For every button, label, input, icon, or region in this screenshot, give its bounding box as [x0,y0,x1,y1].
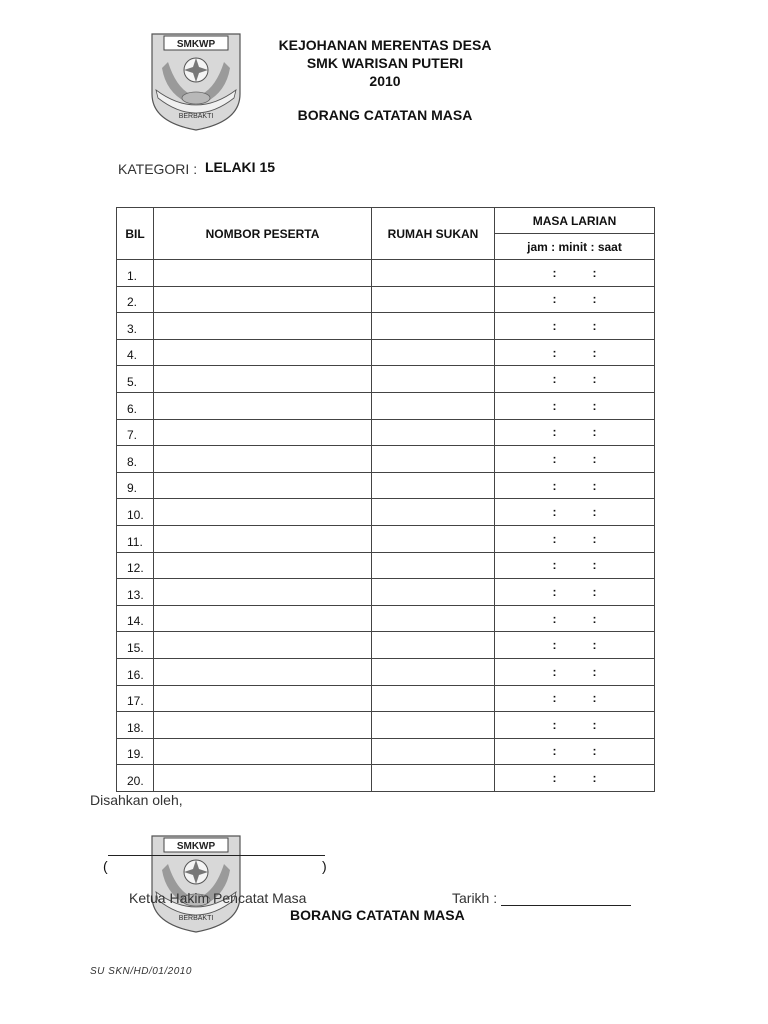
year: 2010 [369,73,401,89]
table-row [117,499,655,526]
time-separator: : [552,478,557,493]
table-row [117,286,655,313]
masa-larian-cell[interactable] [495,446,655,473]
nombor-peserta-cell[interactable] [154,632,372,659]
document-code: SU SKN/HD/01/2010 [90,966,192,977]
row-number: 14. [117,605,154,632]
table-row [117,765,655,792]
time-separator: : [592,717,597,732]
row-number: 18. [117,712,154,739]
table-row [117,685,655,712]
rumah-sukan-cell[interactable] [372,419,495,446]
time-separator: : [592,398,597,413]
row-number: 4. [117,339,154,366]
rumah-sukan-cell[interactable] [372,339,495,366]
nombor-peserta-cell[interactable] [154,765,372,792]
table-row [117,658,655,685]
time-separator: : [552,265,557,280]
time-separator: : [552,292,557,307]
masa-larian-cell[interactable] [495,286,655,313]
time-separator: : [552,451,557,466]
time-separator: : [592,531,597,546]
masa-larian-cell[interactable] [495,632,655,659]
school-crest-logo-bottom [146,834,246,934]
nombor-peserta-cell[interactable] [154,552,372,579]
masa-larian-cell[interactable] [495,765,655,792]
masa-larian-cell[interactable] [495,525,655,552]
col-bil-header: BIL [117,208,154,260]
row-number: 10. [117,499,154,526]
time-separator: : [592,505,597,520]
time-separator: : [592,744,597,759]
masa-larian-cell[interactable] [495,472,655,499]
time-separator: : [552,398,557,413]
time-separator: : [552,425,557,440]
row-number: 19. [117,738,154,765]
time-separator: : [552,717,557,732]
table-row [117,313,655,340]
masa-larian-cell[interactable] [495,712,655,739]
kategori-value: LELAKI 15 [205,159,276,175]
time-separator: : [552,558,557,573]
time-separator: : [592,292,597,307]
time-separator: : [592,638,597,653]
row-number: 11. [117,525,154,552]
masa-larian-cell[interactable] [495,366,655,393]
time-separator: : [592,771,597,786]
row-number: 3. [117,313,154,340]
nombor-peserta-cell[interactable] [154,605,372,632]
time-separator: : [592,558,597,573]
tarikh-label: Tarikh : [452,890,498,906]
nombor-peserta-cell[interactable] [154,366,372,393]
signature-line [108,855,325,856]
masa-larian-cell[interactable] [495,419,655,446]
row-number: 8. [117,446,154,473]
nombor-peserta-cell[interactable] [154,738,372,765]
nombor-peserta-cell[interactable] [154,712,372,739]
col-masa-subheader: jam : minit : saat [495,234,655,260]
time-separator: : [592,478,597,493]
nombor-peserta-cell[interactable] [154,419,372,446]
table-row [117,472,655,499]
time-separator: : [552,584,557,599]
ketua-hakim-label: Ketua Hakim Pencatat Masa [129,890,307,906]
table-row [117,392,655,419]
row-number: 9. [117,472,154,499]
time-separator: : [592,425,597,440]
nombor-peserta-cell[interactable] [154,525,372,552]
time-separator: : [592,664,597,679]
nombor-peserta-cell[interactable] [154,313,372,340]
nombor-peserta-cell[interactable] [154,579,372,606]
time-separator: : [552,611,557,626]
time-separator: : [592,318,597,333]
table-row [117,419,655,446]
nombor-peserta-cell[interactable] [154,499,372,526]
time-separator: : [552,744,557,759]
row-number: 17. [117,685,154,712]
nombor-peserta-cell[interactable] [154,446,372,473]
rumah-sukan-cell[interactable] [372,499,495,526]
row-number: 15. [117,632,154,659]
rumah-sukan-cell[interactable] [372,446,495,473]
table-row [117,552,655,579]
time-separator: : [592,611,597,626]
svg-text:SMKWP: SMKWP [176,841,216,852]
col-nombor-header: NOMBOR PESERTA [154,208,372,260]
rumah-sukan-cell[interactable] [372,525,495,552]
table-row [117,260,655,287]
nombor-peserta-cell[interactable] [154,685,372,712]
time-separator: : [592,584,597,599]
time-separator: : [592,345,597,360]
rumah-sukan-cell[interactable] [372,392,495,419]
time-separator: : [592,372,597,387]
rumah-sukan-cell[interactable] [372,765,495,792]
rumah-sukan-cell[interactable] [372,313,495,340]
table-row [117,632,655,659]
signature-paren-open: ( [103,858,108,874]
nombor-peserta-cell[interactable] [154,472,372,499]
time-separator: : [552,638,557,653]
time-separator: : [552,505,557,520]
row-number: 1. [117,260,154,287]
masa-larian-cell[interactable] [495,685,655,712]
rumah-sukan-cell[interactable] [372,658,495,685]
nombor-peserta-cell[interactable] [154,658,372,685]
row-number: 20. [117,765,154,792]
masa-larian-cell[interactable] [495,499,655,526]
rumah-sukan-cell[interactable] [372,472,495,499]
table-row [117,738,655,765]
masa-larian-cell[interactable] [495,605,655,632]
row-number: 6. [117,392,154,419]
time-separator: : [592,451,597,466]
masa-larian-cell[interactable] [495,658,655,685]
logo-text: SMKWP [176,39,216,50]
time-separator: : [552,345,557,360]
masa-larian-cell[interactable] [495,579,655,606]
table-row [117,366,655,393]
col-masa-header: MASA LARIAN [495,208,655,234]
table-row [117,712,655,739]
time-separator: : [592,265,597,280]
rumah-sukan-cell[interactable] [372,366,495,393]
row-number: 2. [117,286,154,313]
table-row [117,446,655,473]
time-record-table [116,207,655,792]
row-number: 13. [117,579,154,606]
time-separator: : [552,372,557,387]
rumah-sukan-cell[interactable] [372,738,495,765]
rumah-sukan-cell[interactable] [372,552,495,579]
footer-form-title: BORANG CATATAN MASA [290,907,465,923]
nombor-peserta-cell[interactable] [154,392,372,419]
event-title: KEJOHANAN MERENTAS DESA [278,37,492,53]
masa-larian-cell[interactable] [495,738,655,765]
masa-larian-cell[interactable] [495,339,655,366]
rumah-sukan-cell[interactable] [372,632,495,659]
signature-paren-close: ) [322,858,327,874]
logo-scroll-text: BERBAKTI [178,113,214,120]
masa-larian-cell[interactable] [495,552,655,579]
masa-larian-cell[interactable] [495,392,655,419]
rumah-sukan-cell[interactable] [372,260,495,287]
nombor-peserta-cell[interactable] [154,339,372,366]
form-title: BORANG CATATAN MASA [297,107,473,123]
table-row [117,339,655,366]
time-separator: : [552,531,557,546]
row-number: 5. [117,366,154,393]
time-separator: : [552,691,557,706]
tarikh-line [501,905,631,906]
row-number: 12. [117,552,154,579]
time-separator: : [592,691,597,706]
table-row [117,525,655,552]
masa-larian-cell[interactable] [495,313,655,340]
disahkan-label: Disahkan oleh, [90,792,183,808]
svg-text:BERBAKTI: BERBAKTI [178,915,214,922]
nombor-peserta-cell[interactable] [154,286,372,313]
table-row [117,579,655,606]
time-separator: : [552,318,557,333]
time-separator: : [552,771,557,786]
table-row [117,605,655,632]
rumah-sukan-cell[interactable] [372,286,495,313]
rumah-sukan-cell[interactable] [372,712,495,739]
time-separator: : [552,664,557,679]
row-number: 16. [117,658,154,685]
school-name: SMK WARISAN PUTERI [306,55,464,71]
kategori-label: KATEGORI : [118,161,198,177]
rumah-sukan-cell[interactable] [372,685,495,712]
row-number: 7. [117,419,154,446]
rumah-sukan-cell[interactable] [372,605,495,632]
nombor-peserta-cell[interactable] [154,260,372,287]
rumah-sukan-cell[interactable] [372,579,495,606]
masa-larian-cell[interactable] [495,260,655,287]
col-rumah-header: RUMAH SUKAN [372,208,495,260]
